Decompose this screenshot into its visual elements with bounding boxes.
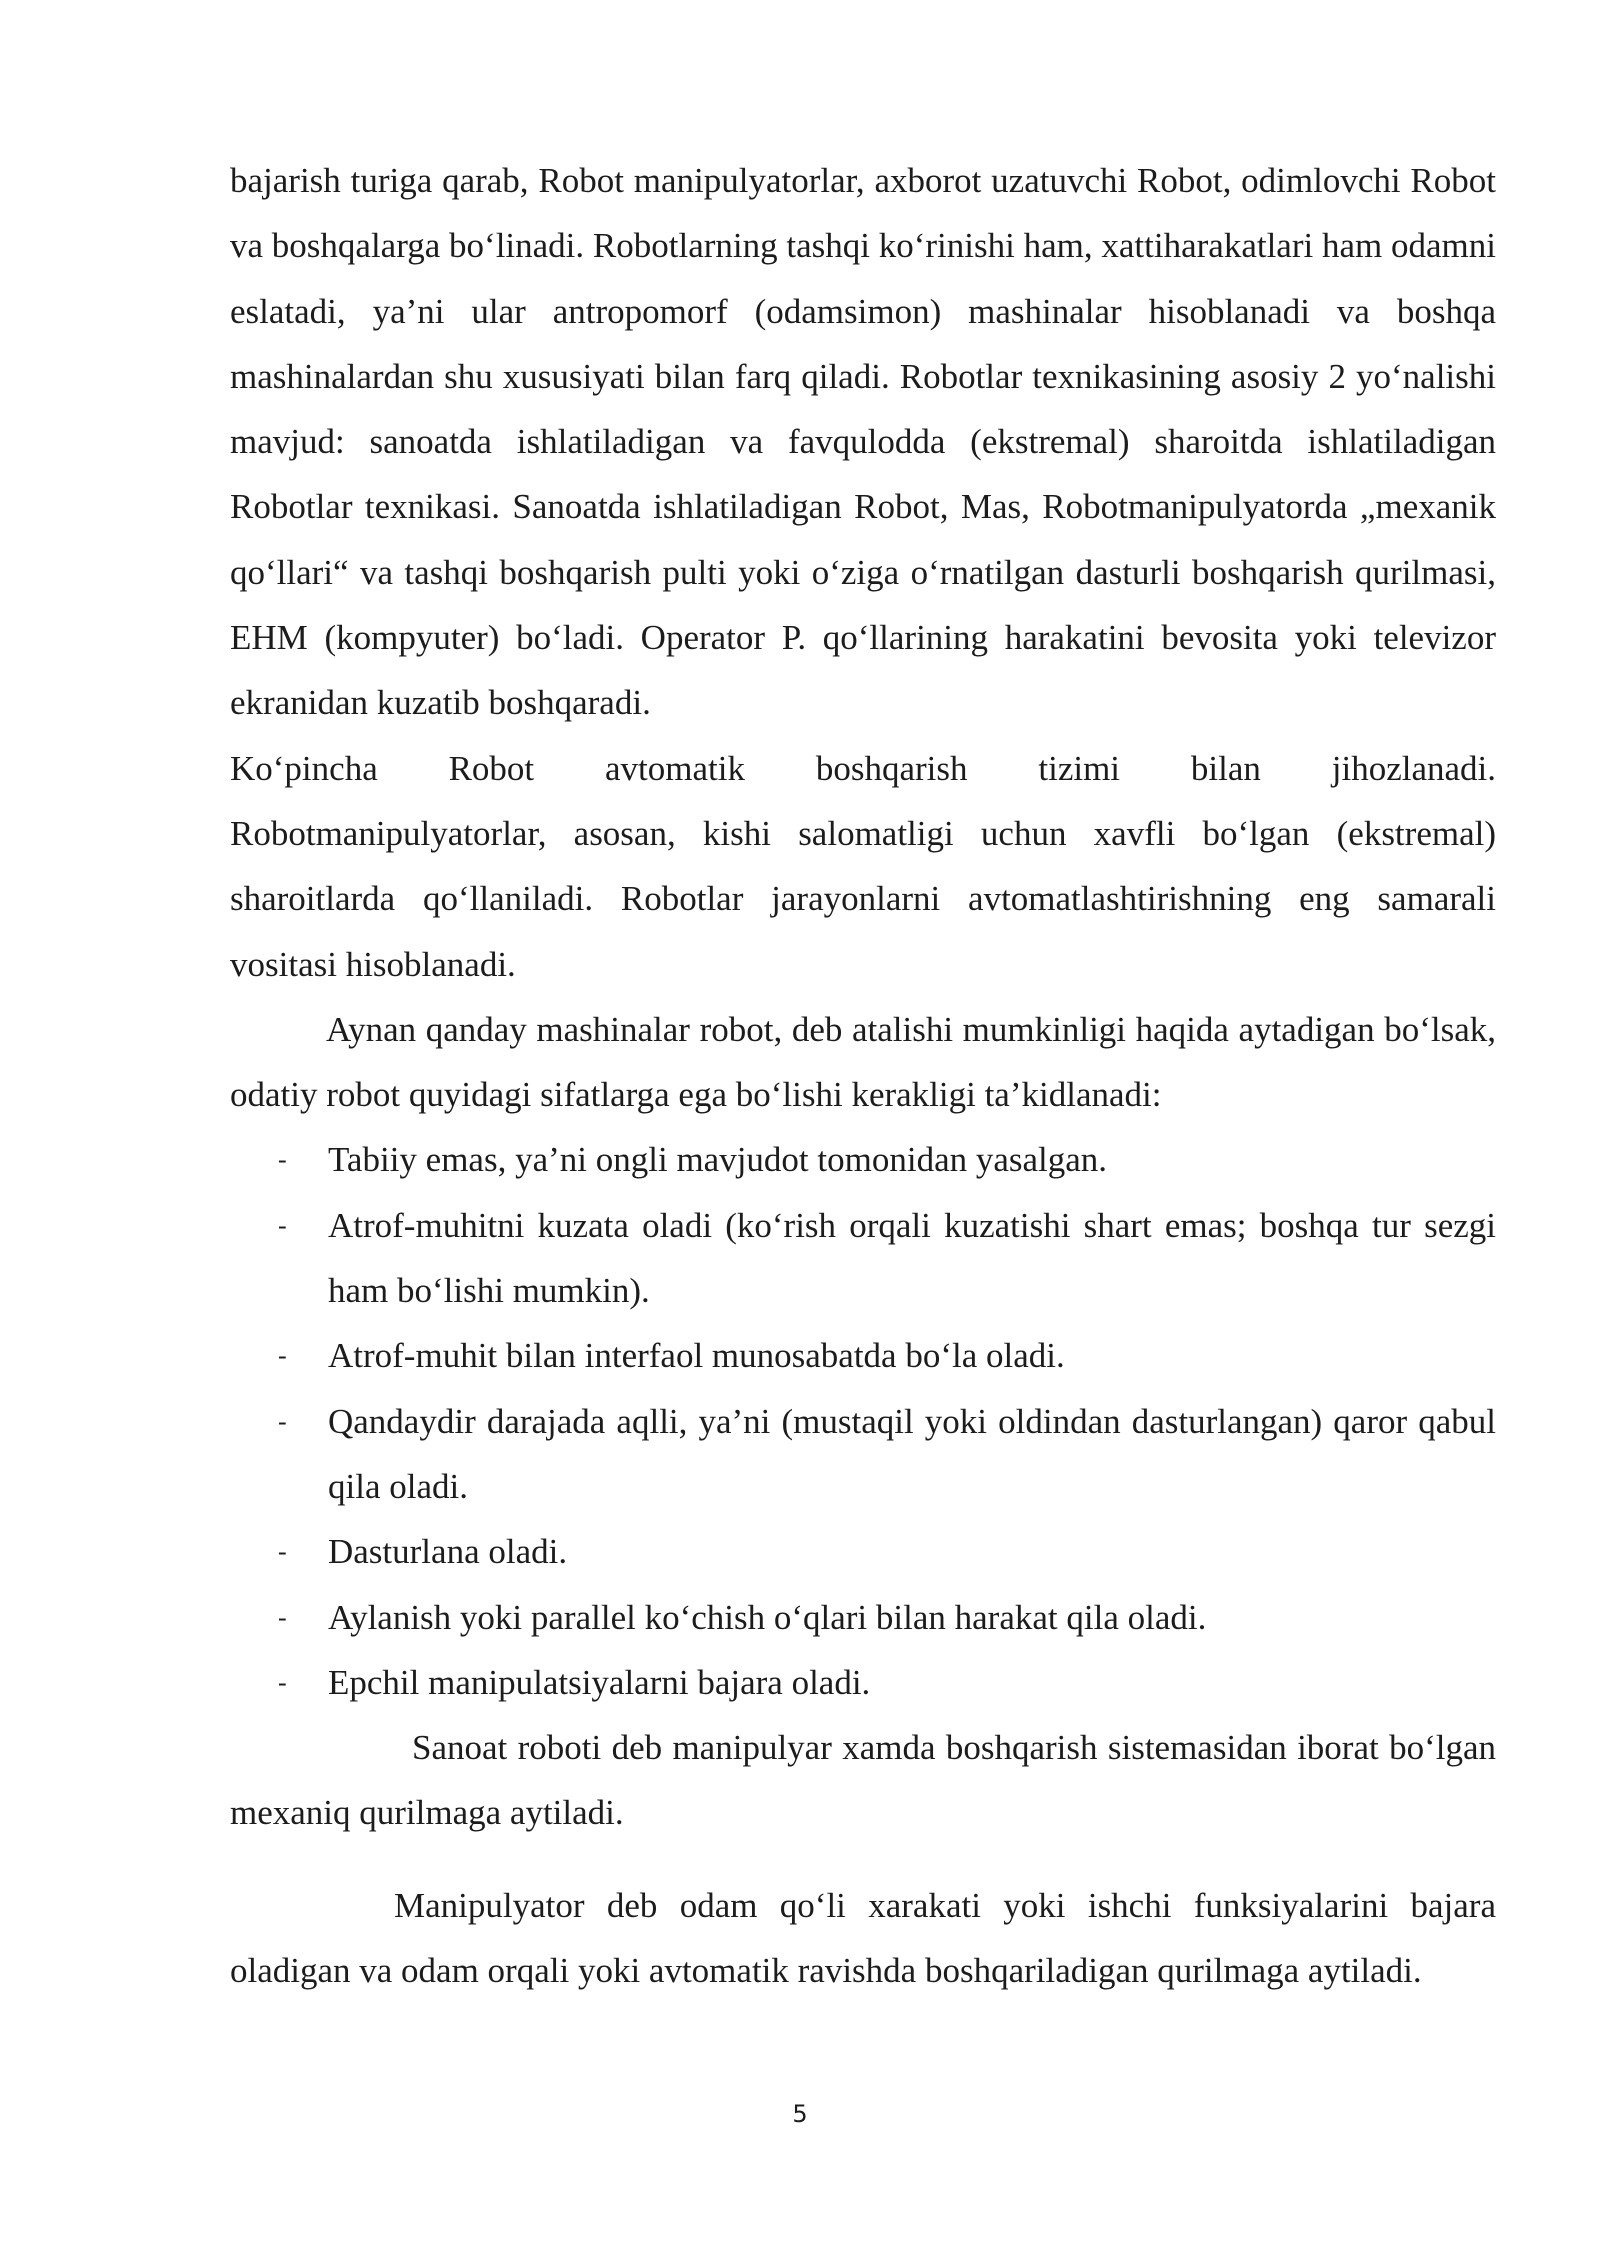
paragraph-industrial-robot-definition: Sanoat roboti deb manipulyar xamda boshqarish sistemasidan iborat bo‘lgan mexaniq qurilmaga aytiladi. <box>230 1728 1496 1833</box>
list-item-text: Atrof-muhitni kuzata oladi (ko‘rish orqali kuzatishi shart emas; boshqa tur sezgi ham bo‘lishi mumkin). <box>328 1205 1496 1311</box>
paragraph-robot-qualities-intro: Aynan qanday mashinalar robot, deb atalishi mumkinligi haqida aytadigan bo‘lsak, odatiy robot quyidagi sifatlarga ega bo‘lishi kerakligi ta’kidlanadi: <box>230 1009 1496 1115</box>
list-item <box>230 1650 1496 1715</box>
list-bullet: - <box>278 1602 287 1632</box>
page-number: 5 <box>792 2100 808 2128</box>
robot-qualities-list <box>230 1127 1496 1715</box>
list-item-text: Aylanish yoki parallel ko‘chish o‘qlari bilan harakat qila oladi. <box>328 1597 1207 1637</box>
page-body <box>230 148 1496 2003</box>
list-item-text: Epchil manipulatsiyalarni bajara oladi. <box>328 1662 871 1702</box>
paragraph-robot-manipulators: Robotmanipulyatorlar, asosan, kishi salomatligi uchun xavfli bo‘lgan (ekstremal) sharoitlarda qo‘llaniladi. Robotlar jarayonlarni avtomatlashtirishning eng samarali vositasi hisoblanadi. <box>230 813 1496 984</box>
list-bullet: - <box>278 1145 287 1175</box>
list-item <box>230 1323 1496 1388</box>
list-item-text: Dasturlana oladi. <box>328 1532 568 1572</box>
list-item-text: Qandaydir darajada aqlli, ya’ni (mustaqil yoki oldindan dasturlangan) qaror qabul qila oladi. <box>328 1401 1496 1506</box>
list-item <box>230 1389 1496 1520</box>
list-bullet: - <box>278 1341 287 1371</box>
list-bullet: - <box>278 1406 287 1436</box>
paragraph-robot-types: bajarish turiga qarab, Robot manipulyatorlar, axborot uzatuvchi Robot, odimlovchi Robot va boshqalarga bo‘linadi. Robotlarning tashqi ko‘rinishi ham, xattiharakatlari ham odamni eslatadi, ya’ni ular antropomorf (odamsimon) mashinalar hisoblanadi va boshqa mashinalardan shu xususiyati bilan farq qiladi. Robotlar texnikasining asosiy 2 yo‘nalishi mavjud: sanoatda ishlatiladigan va favqulodda (ekstremal) sharoitda ishlatiladigan Robotlar texnikasi. Sanoatda ishlatiladigan Robot, Mas, Robotmanipulyatorda „mexanik qo‘llari“ va tashqi boshqarish pulti yoki o‘ziga o‘rnatilgan dasturli boshqarish qurilmasi, EHM (kompyuter) bo‘ladi. Operator P. qo‘llarining harakatini bevosita yoki televizor ekranidan kuzatib boshqaradi. <box>230 161 1496 723</box>
list-bullet: - <box>278 1210 287 1240</box>
list-bullet: - <box>278 1667 287 1697</box>
list-item <box>230 1519 1496 1584</box>
paragraph-spacer <box>230 1846 1496 1873</box>
list-bullet: - <box>278 1537 287 1567</box>
list-item <box>230 1585 1496 1650</box>
list-item <box>230 1127 1496 1192</box>
list-item-text: Atrof-muhit bilan interfaol munosabatda bo‘la oladi. <box>328 1336 1065 1376</box>
list-item <box>230 1193 1496 1324</box>
list-item-text: Tabiiy emas, ya’ni ongli mavjudot tomonidan yasalgan. <box>328 1140 1108 1180</box>
paragraph-manipulator-definition: Manipulyator deb odam qo‘li xarakati yoki ishchi funksiyalarini bajara oladigan va odam orqali yoki avtomatik ravishda boshqariladigan qurilmaga aytiladi. <box>230 1885 1496 1991</box>
paragraph-robot-equipment: Ko‘pincha Robot avtomatik boshqarish tizimi bilan jihozlanadi. <box>230 748 1496 788</box>
